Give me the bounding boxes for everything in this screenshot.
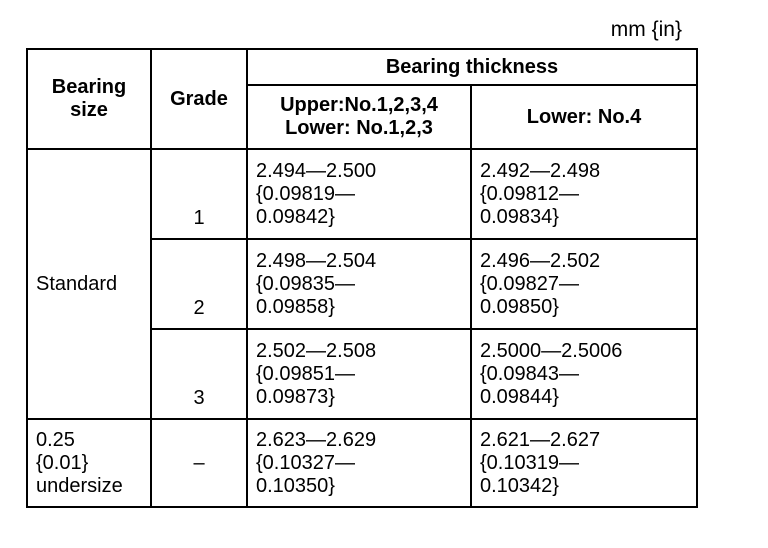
lower-thickness-cell: 2.621—2.627 {0.10319— 0.10342} <box>471 419 697 507</box>
upper-thickness-cell: 2.623—2.629 {0.10327— 0.10350} <box>247 419 471 507</box>
grade-cell: 2 <box>151 239 247 329</box>
lower-thickness-cell: 2.492—2.498 {0.09812— 0.09834} <box>471 149 697 239</box>
header-grade: Grade <box>151 49 247 149</box>
table-row <box>27 149 697 239</box>
lower-thickness-cell: 2.496—2.502 {0.09827— 0.09850} <box>471 239 697 329</box>
upper-thickness-cell: 2.498—2.504 {0.09835— 0.09858} <box>247 239 471 329</box>
table-row <box>27 419 697 507</box>
upper-thickness-cell: 2.502—2.508 {0.09851— 0.09873} <box>247 329 471 419</box>
bearing-spec-table <box>26 48 698 508</box>
unit-label: mm {in} <box>610 18 682 41</box>
grade-cell: 3 <box>151 329 247 419</box>
header-bearing-thickness: Bearing thickness <box>247 49 697 85</box>
size-undersize: 0.25 {0.01} undersize <box>27 419 151 507</box>
header-bearing-size: Bearing size <box>27 49 151 149</box>
grade-cell: 1 <box>151 149 247 239</box>
header-lower-col: Lower: No.4 <box>471 85 697 149</box>
upper-thickness-cell: 2.494—2.500 {0.09819— 0.09842} <box>247 149 471 239</box>
size-standard: Standard <box>27 149 151 419</box>
lower-thickness-cell: 2.5000—2.5006 {0.09843— 0.09844} <box>471 329 697 419</box>
grade-cell: – <box>151 419 247 507</box>
header-upper-col: Upper:No.1,2,3,4 Lower: No.1,2,3 <box>247 85 471 149</box>
